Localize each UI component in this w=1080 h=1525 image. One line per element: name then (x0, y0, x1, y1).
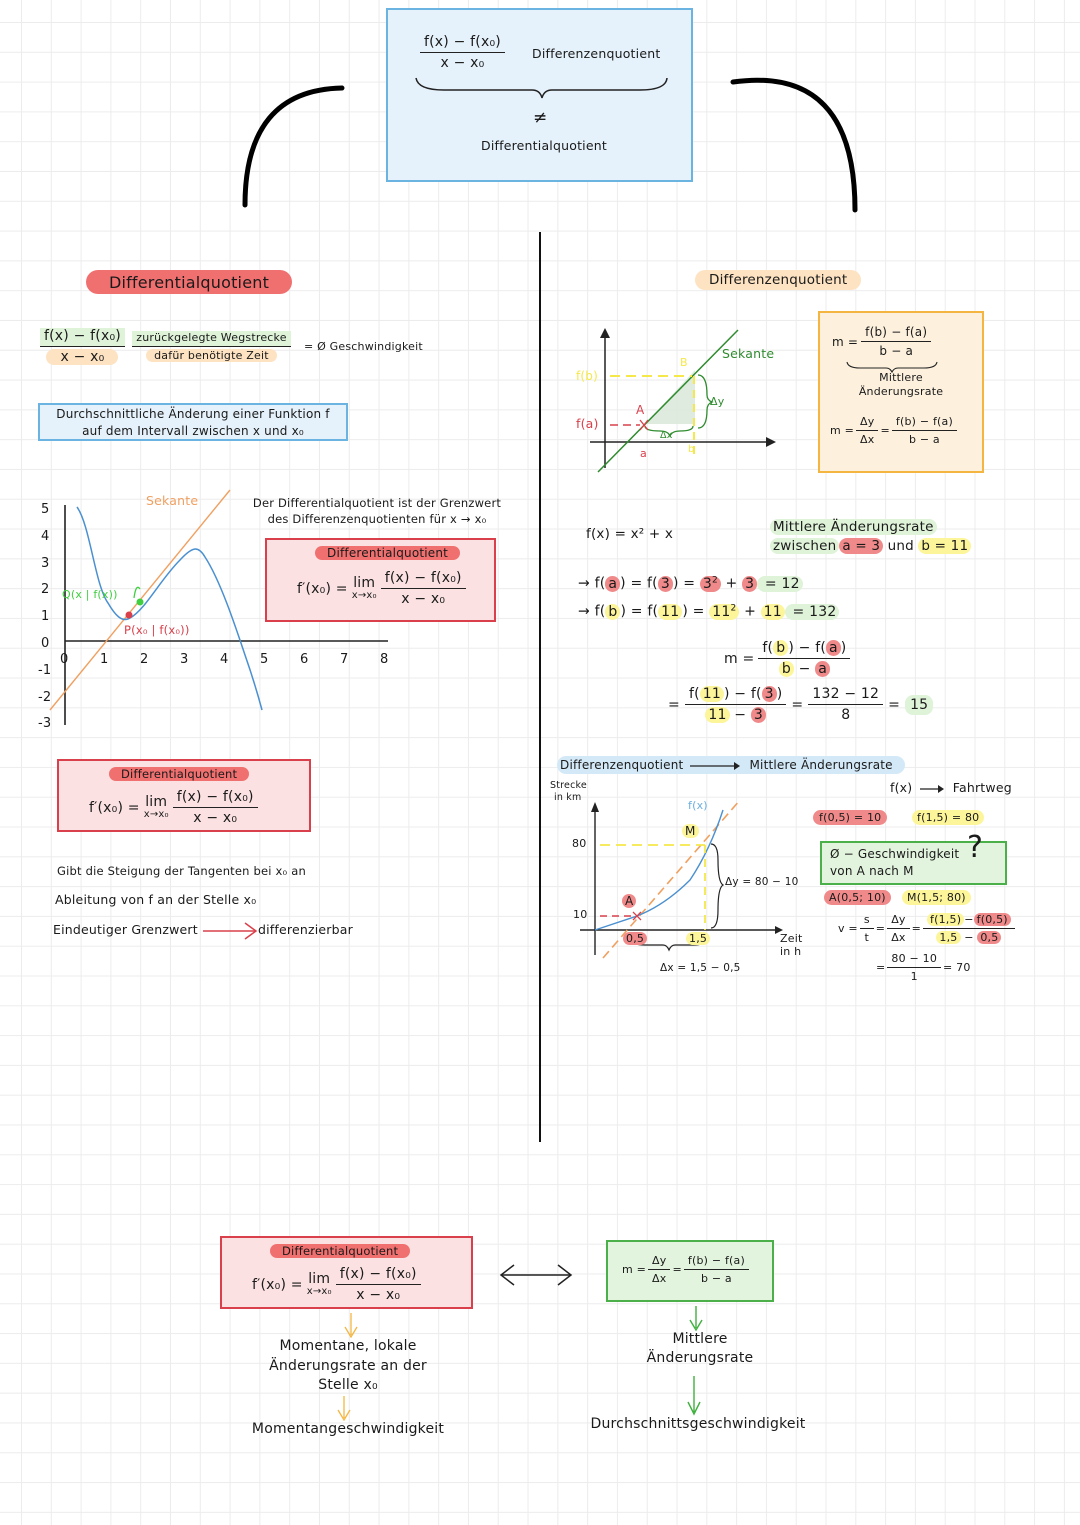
fa-label: f(a) (576, 416, 599, 431)
left-heading: Differentialquotient (108, 273, 270, 292)
difference-fraction (420, 34, 505, 71)
point-b-label: B (680, 356, 688, 369)
banner-right: Mittlere Änderungsrate (749, 758, 893, 772)
x-axis-label-line-1: Zeit (780, 932, 803, 945)
mean-rate-caption (820, 371, 982, 399)
equals: = (880, 424, 890, 437)
v-lhs: v = (838, 922, 858, 935)
b-number: 11 (705, 707, 729, 723)
mean-rate-formula-box (818, 311, 984, 473)
base: 3 (702, 575, 712, 592)
lim-text: lim (145, 794, 168, 810)
a-axis-label: a (640, 447, 647, 460)
slope-denominator: b − a (775, 659, 834, 677)
b-square (709, 604, 739, 620)
a-symbol: a (815, 661, 830, 677)
f-1-5-value: f(1,5) = 80 (912, 810, 984, 825)
numeric-numerator: 80 − 10 (887, 952, 941, 968)
delta-x: Δx (891, 931, 906, 944)
y-axis-label-line-1: Strecke (550, 780, 587, 791)
step-mid: ) = f( (620, 603, 659, 620)
secant-label-right: Sekante (722, 346, 775, 361)
delta-y: Δy (856, 415, 878, 431)
not-equal-sign: ≠ (533, 108, 548, 128)
limit-numerator: f(x) − f(x₀) (381, 570, 466, 589)
dy-over-dx (887, 913, 909, 944)
example-function: f(x) = x² + x (586, 526, 674, 542)
curly-brace-icon (414, 76, 669, 100)
left-arc-connector (230, 80, 360, 220)
instantaneous-rate-caption (238, 1337, 458, 1396)
difference-quotient-graph (570, 320, 790, 475)
limit-operator (144, 795, 169, 820)
slope-result: 15 (905, 695, 933, 715)
left-heading-pill (86, 270, 292, 294)
x-tick: 5 (260, 652, 269, 667)
x-tick: 3 (180, 652, 189, 667)
equals: = (888, 696, 901, 713)
speed-denominator: 1,5 − 0,5 (932, 929, 1005, 944)
limit-note-line-2: des Differenzenquotienten für x → x₀ (267, 512, 487, 526)
numeric-numerator: 132 − 12 (808, 686, 883, 705)
y-tick: 4 (41, 528, 50, 544)
a-value: a = 3 (839, 538, 883, 554)
y-tick: 5 (41, 502, 50, 517)
b-number: 11 (700, 686, 724, 702)
average-speed-question (820, 830, 1007, 885)
right-arc-connector (725, 70, 865, 220)
fa-result: = 12 (757, 576, 802, 592)
mean-rate-fraction (892, 415, 957, 446)
mean-rate-formula (622, 1254, 749, 1285)
b-symbol: b (773, 640, 788, 656)
formula-title: Differentialquotient (121, 767, 238, 781)
lim-text: lim (308, 1271, 331, 1287)
numeric-denominator: 8 (841, 707, 851, 723)
definition-line-1: Durchschnittliche Änderung einer Funktion f (56, 407, 330, 421)
x-tick: 0 (60, 652, 69, 667)
differentiable-label: differenzierbar (258, 922, 353, 937)
speed-fraction (923, 913, 1015, 944)
caption-line-3: Stelle x₀ (318, 1377, 378, 1393)
caption-line-1: Momentane, lokale (279, 1338, 417, 1354)
mean-rate-denominator: b − a (700, 1272, 732, 1285)
task-between: zwischen (770, 538, 839, 554)
step-arrow: → f( (578, 603, 606, 620)
definition-line-2: auf dem Intervall zwischen x und x₀ (82, 424, 304, 438)
a-square (700, 576, 721, 592)
distance-travelled: zurückgelegte Wegstrecke (132, 331, 290, 347)
speed-value: = 70 (943, 961, 971, 974)
average-speed-result: = Ø Geschwindigkeit (303, 340, 423, 353)
quotient-numerator: f(x) − f(x₀) (40, 328, 125, 347)
limit-denominator: x − x₀ (356, 1287, 401, 1303)
step-arrow: → f( (578, 575, 606, 592)
delta-x-label: Δx (660, 430, 673, 441)
limit-fraction (381, 570, 466, 607)
word-fraction (132, 331, 290, 362)
delta-fraction (856, 415, 878, 446)
arrow-down-icon (688, 1306, 704, 1332)
point-m-label: M (682, 824, 699, 838)
mean-rate-numerator: f(b) − f(a) (861, 325, 931, 342)
a-symbol: a (605, 576, 620, 592)
delta-fraction (648, 1254, 670, 1285)
y-tick: 2 (41, 582, 50, 598)
substituted-fraction (685, 686, 786, 723)
exponent: 2 (730, 603, 737, 613)
arrow-down-icon (343, 1313, 359, 1339)
limit-numerator: f(x) − f(x₀) (336, 1266, 421, 1285)
fx-meaning (890, 780, 1012, 795)
fx-curve-label: f(x) (688, 799, 708, 812)
formula-title-pill (315, 546, 460, 560)
a-number: 3 (751, 707, 766, 723)
speed-numerator: f(1,5) − f(0,5) (923, 913, 1015, 929)
differential-quotient-box-2 (57, 759, 311, 832)
fraction-numerator: f(x) − f(x₀) (420, 34, 505, 53)
t-1-5: 1,5 (936, 931, 960, 944)
x-tick: 8 (380, 652, 389, 667)
secant-label: Sekante (146, 493, 199, 508)
b-symbol: b (779, 661, 794, 677)
right-heading: Differenzenquotient (709, 272, 848, 288)
quotient-fraction (40, 328, 125, 365)
equals: = (876, 961, 886, 974)
derivative-lhs: f′(x₀) = (252, 1276, 303, 1293)
derivative-lhs: f′(x₀) = (297, 580, 348, 597)
m-lhs: m = (832, 334, 859, 349)
m-lhs: m = (724, 650, 755, 667)
caption-line-2: Änderungsrate (646, 1350, 754, 1366)
y-tick: 1 (41, 609, 50, 625)
limit-fraction (173, 789, 258, 826)
delta-y: Δy (887, 913, 909, 929)
slope-formula (724, 640, 850, 677)
x-tick: 2 (140, 652, 149, 667)
slope-numerator: f( b ) − f( a ) (758, 640, 850, 659)
arrow-down-icon (686, 1376, 702, 1416)
x-tick-0-5: 0,5 (623, 932, 647, 945)
difference-quotient-label: Differenzenquotient (532, 46, 661, 61)
b-axis-label: b (688, 444, 695, 455)
delta-x-travel: Δx = 1,5 − 0,5 (660, 962, 741, 974)
task-line-1: Mittlere Änderungsrate (770, 519, 937, 535)
f-0-5: f(0,5) (974, 913, 1011, 926)
delta-y-travel: Δy = 80 − 10 (725, 876, 799, 888)
y-tick-80: 80 (572, 837, 587, 850)
lim-subscript: x→x₀ (143, 809, 169, 820)
bottom-differential-box (220, 1236, 473, 1309)
x-tick: 1 (100, 652, 109, 667)
fb-result: = 132 (785, 604, 840, 620)
t-0-5: 0,5 (977, 931, 1001, 944)
b-number: 11 (761, 604, 785, 620)
limit-formula (89, 789, 258, 826)
y-tick: -3 (38, 716, 52, 732)
y-tick: -1 (38, 662, 52, 678)
right-heading-pill (695, 270, 861, 290)
limit-operator (307, 1272, 332, 1297)
equals: = (668, 696, 680, 713)
step-eq: ) = (672, 575, 700, 592)
arrow-right-icon (920, 784, 946, 794)
y-tick: 0 (41, 635, 50, 651)
note-derivative: Ableitung von f an der Stelle x₀ (55, 892, 257, 907)
y-axis-label-line-2: in km (554, 792, 582, 803)
delta-x: Δx (860, 433, 875, 446)
arrow-down-icon (336, 1396, 352, 1422)
mean-rate-formula-2 (830, 415, 957, 446)
m-lhs: m = (622, 1263, 647, 1276)
y-tick-10: 10 (573, 908, 588, 921)
and-word: und (887, 538, 914, 554)
average-speed-ratio (40, 328, 423, 365)
travel-distance-word: Fahrtweg (952, 780, 1012, 795)
s-symbol: s (860, 913, 874, 929)
mean-rate-numerator: f(b) − f(a) (684, 1254, 749, 1270)
y-axis-ticks (38, 497, 51, 738)
plus: + (720, 575, 743, 592)
calc-step-1 (578, 575, 803, 592)
step-eq: ) = (682, 603, 710, 620)
note-unique-limit: Eindeutiger Grenzwert (53, 922, 198, 937)
average-change-definition (38, 403, 348, 441)
t-symbol: t (864, 931, 870, 944)
time-needed: dafür benötigte Zeit (146, 349, 277, 362)
mean-rate-denominator: b − a (908, 433, 940, 446)
arrow-right-icon (203, 922, 258, 940)
numeric-fraction (808, 686, 883, 723)
point-a-coords: A(0,5; 10) (824, 890, 891, 905)
bottom-mean-rate-box (606, 1240, 774, 1302)
slope-calculation (668, 686, 933, 723)
slope-fraction (758, 640, 850, 677)
arrow-right-icon (690, 761, 742, 771)
average-speed: Durchschnittsgeschwindigkeit (590, 1416, 806, 1432)
base: 11 (712, 603, 731, 620)
mean-rate-denominator: b − a (879, 344, 914, 358)
x-tick-1-5: 1,5 (686, 932, 710, 945)
limit-denominator: x − x₀ (193, 810, 238, 826)
limit-note-line-1: Der Differentialquotient ist der Grenzwert (252, 496, 502, 510)
x-tick: 7 (340, 652, 349, 667)
fb-label: f(b) (576, 369, 599, 383)
limit-operator (352, 576, 377, 601)
y-tick: 3 (41, 555, 50, 571)
b-number: 11 (658, 604, 682, 620)
caption-line-2: Änderungsrate an der (269, 1357, 427, 1374)
x-axis-label-line-2: in h (780, 945, 802, 958)
x-tick: 6 (300, 652, 309, 667)
differential-quotient-box-1 (265, 538, 496, 622)
quotient-denominator: x − x₀ (46, 349, 118, 365)
question-line-2: von A nach M (830, 864, 914, 878)
mean-rate-fraction (861, 325, 931, 358)
equals: = (791, 696, 804, 713)
lim-text: lim (353, 575, 376, 591)
lim-subscript: x→x₀ (306, 1286, 332, 1297)
point-q-label: Q(x | f(x)) (62, 588, 118, 601)
travel-banner (557, 756, 905, 774)
substituted-numerator: f( 11 ) − f( 3 ) (685, 686, 786, 705)
top-comparison-box (386, 8, 693, 182)
limit-fraction (336, 1266, 421, 1303)
equals: = (672, 1263, 682, 1276)
limit-formula (252, 1266, 421, 1303)
differential-quotient-label: Differentialquotient (481, 138, 607, 153)
delta-y-label: Δy (710, 395, 725, 408)
derivative-lhs: f′(x₀) = (89, 799, 140, 816)
x-axis-ticks (60, 652, 420, 667)
mean-rate-fraction (684, 1254, 749, 1285)
calc-step-2 (578, 603, 839, 620)
substituted-denominator: 11 − 3 (701, 705, 770, 723)
a-symbol: a (826, 640, 841, 656)
formula-title: Differentialquotient (282, 1244, 399, 1258)
lim-subscript: x→x₀ (351, 590, 377, 601)
a-number: 3 (658, 576, 673, 592)
delta-y: Δy (648, 1254, 670, 1270)
f-1-5: f(1,5) (927, 913, 964, 926)
travel-x-axis-label (780, 932, 802, 958)
a-number: 3 (762, 686, 777, 702)
travel-y-axis-label (550, 780, 587, 804)
instantaneous-speed: Momentangeschwindigkeit (251, 1421, 445, 1437)
example-task (770, 518, 971, 556)
exponent: 2 (711, 575, 718, 585)
formula-title: Differentialquotient (327, 546, 449, 560)
numeric-speed-fraction (887, 952, 941, 983)
question-line-1: Ø − Geschwindigkeit (830, 847, 960, 861)
y-tick: -2 (38, 689, 52, 705)
mean-rate-formula-1 (832, 325, 931, 358)
speed-result (876, 952, 971, 983)
fraction-denominator: x − x₀ (440, 55, 485, 71)
speed-formula (838, 913, 1015, 944)
step-mid: ) = f( (620, 575, 658, 592)
x-tick: 4 (220, 652, 229, 667)
center-divider (539, 232, 541, 1142)
f-0-5-value: f(0,5) = 10 (813, 810, 887, 825)
s-over-t (860, 913, 874, 944)
numeric-denominator: 1 (910, 970, 918, 983)
delta-x: Δx (652, 1272, 667, 1285)
plus: + (739, 603, 761, 620)
banner-left: Differenzenquotient (560, 758, 684, 772)
limit-note (238, 495, 516, 527)
a-number: 3 (742, 576, 757, 592)
note-tangent-slope: Gibt die Steigung der Tangenten bei x₀ an (57, 864, 306, 878)
point-p-label: P(x₀ | f(x₀)) (124, 623, 190, 637)
caption-line-1: Mittlere (879, 371, 923, 384)
b-value: b = 11 (918, 538, 971, 554)
mean-rate-numerator: f(b) − f(a) (892, 415, 957, 431)
caption-line-2: Änderungsrate (858, 385, 944, 398)
point-m-coords: M(1,5; 80) (902, 890, 971, 905)
equals: = (911, 922, 922, 935)
m-lhs: m = (830, 424, 855, 437)
double-arrow-icon (498, 1263, 574, 1287)
limit-formula (297, 570, 466, 607)
formula-title-pill (109, 767, 249, 781)
b-symbol: b (605, 604, 620, 620)
limit-denominator: x − x₀ (401, 591, 446, 607)
point-a-label-travel: A (622, 894, 636, 908)
equals: = (875, 922, 886, 935)
mean-rate-caption (600, 1330, 800, 1368)
point-a-label: A (636, 403, 645, 417)
limit-numerator: f(x) − f(x₀) (173, 789, 258, 808)
formula-title-pill (270, 1244, 410, 1258)
caption-line-1: Mittlere (672, 1331, 728, 1347)
fx-symbol: f(x) (890, 780, 913, 795)
question-mark-icon: ? (967, 830, 984, 865)
